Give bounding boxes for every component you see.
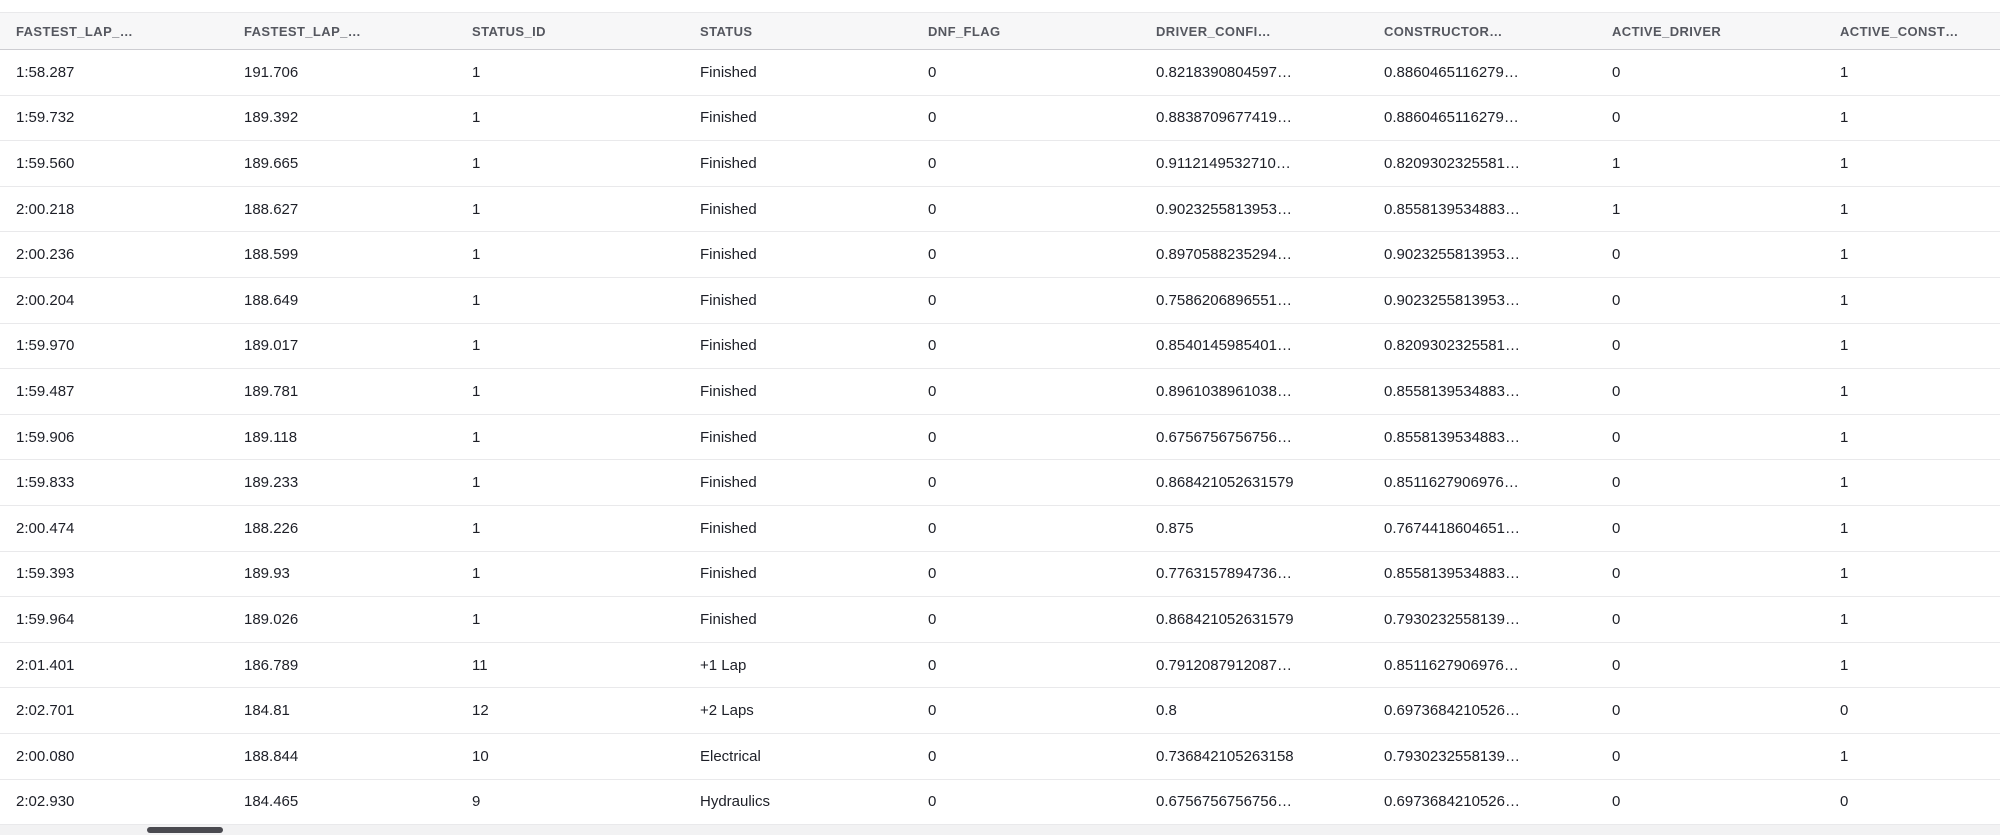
column-header[interactable]: ACTIVE_CONST… bbox=[1840, 23, 1959, 39]
table-cell[interactable]: 189.118 bbox=[244, 428, 298, 446]
table-cell[interactable]: 0.9023255813953… bbox=[1384, 246, 1520, 264]
table-cell[interactable]: 9 bbox=[472, 793, 481, 811]
table-cell[interactable]: 0 bbox=[928, 565, 937, 583]
table-cell[interactable]: 188.844 bbox=[244, 747, 299, 765]
table-cell[interactable]: 191.706 bbox=[244, 63, 299, 81]
table-cell[interactable]: 186.789 bbox=[244, 656, 299, 674]
table-cell[interactable]: 0 bbox=[928, 109, 937, 127]
table-cell[interactable]: 1 bbox=[472, 519, 481, 537]
table-cell[interactable]: 0 bbox=[1612, 474, 1621, 492]
table-cell[interactable]: 2:00.474 bbox=[16, 519, 75, 537]
table-cell[interactable]: 0 bbox=[928, 474, 937, 492]
table-cell[interactable]: 0 bbox=[1612, 610, 1621, 628]
table-row bbox=[0, 50, 2000, 96]
table-cell[interactable]: 1 bbox=[1840, 610, 1849, 628]
table-cell[interactable]: 0.8838709677419… bbox=[1156, 109, 1292, 127]
table-cell[interactable]: 1 bbox=[472, 382, 481, 400]
table-cell[interactable]: 2:01.401 bbox=[16, 656, 75, 674]
table-cell[interactable]: Finished bbox=[700, 519, 757, 537]
table-cell[interactable]: 0.8860465116279… bbox=[1384, 109, 1519, 127]
grid-top-spacer bbox=[0, 0, 2000, 12]
column-header[interactable]: STATUS_ID bbox=[472, 23, 546, 39]
table-cell[interactable]: 0.6973684210526… bbox=[1384, 702, 1520, 720]
table-row bbox=[0, 187, 2000, 233]
table-row bbox=[0, 688, 2000, 734]
table-cell[interactable]: 2:00.236 bbox=[16, 246, 75, 264]
table-cell[interactable]: 0 bbox=[1840, 702, 1849, 720]
table-cell[interactable]: 1 bbox=[472, 428, 481, 446]
table-cell[interactable]: 0.8 bbox=[1156, 702, 1177, 720]
table-cell[interactable]: 11 bbox=[472, 656, 488, 674]
table-cell[interactable]: 0 bbox=[928, 747, 937, 765]
table-cell[interactable]: 1 bbox=[472, 246, 481, 264]
table-cell[interactable]: 1 bbox=[1840, 246, 1849, 264]
table-cell[interactable]: 0.7763157894736… bbox=[1156, 565, 1292, 583]
table-cell[interactable]: 1:59.906 bbox=[16, 428, 75, 446]
table-row bbox=[0, 597, 2000, 643]
table-row bbox=[0, 141, 2000, 187]
table-cell[interactable]: 1 bbox=[1840, 109, 1849, 127]
table-cell[interactable]: 188.226 bbox=[244, 519, 299, 537]
table-cell[interactable]: 189.392 bbox=[244, 109, 299, 127]
table-cell[interactable]: 0.9023255813953… bbox=[1384, 291, 1520, 309]
table-cell[interactable]: 0 bbox=[928, 200, 937, 218]
table-cell[interactable]: 1 bbox=[1840, 337, 1849, 355]
table-cell[interactable]: 189.233 bbox=[244, 474, 299, 492]
scrollbar-thumb[interactable] bbox=[147, 827, 223, 833]
table-cell[interactable]: 1 bbox=[1840, 747, 1849, 765]
horizontal-scrollbar[interactable] bbox=[0, 825, 2000, 835]
table-cell[interactable]: Finished bbox=[700, 200, 757, 218]
column-header[interactable]: FASTEST_LAP_… bbox=[16, 23, 134, 39]
table-cell[interactable]: 2:00.218 bbox=[16, 200, 75, 218]
table-cell[interactable]: 1 bbox=[1840, 428, 1849, 446]
table-cell[interactable]: Finished bbox=[700, 246, 757, 264]
column-header[interactable]: CONSTRUCTOR… bbox=[1384, 23, 1503, 39]
table-row bbox=[0, 278, 2000, 324]
table-cell[interactable]: 189.017 bbox=[244, 337, 299, 355]
table-cell[interactable]: 0 bbox=[1612, 656, 1621, 674]
table-cell[interactable]: 0.8511627906976… bbox=[1384, 474, 1519, 492]
table-cell[interactable]: 0 bbox=[928, 610, 937, 628]
table-cell[interactable]: 0 bbox=[1612, 63, 1621, 81]
table-cell[interactable]: 1:59.732 bbox=[16, 109, 75, 127]
table-cell[interactable]: +1 Lap bbox=[700, 656, 747, 674]
table-cell[interactable]: 0 bbox=[1612, 291, 1621, 309]
table-cell[interactable]: Finished bbox=[700, 565, 757, 583]
table-cell[interactable]: Finished bbox=[700, 337, 757, 355]
table-cell[interactable]: 1 bbox=[472, 565, 481, 583]
table-cell[interactable]: 1 bbox=[472, 154, 481, 172]
table-cell[interactable]: 0.8970588235294… bbox=[1156, 246, 1292, 264]
table-cell[interactable]: 188.599 bbox=[244, 246, 299, 264]
table-cell[interactable]: 0.7586206896551… bbox=[1156, 291, 1292, 309]
table-cell[interactable]: 1:59.487 bbox=[16, 382, 75, 400]
table-cell[interactable]: 0.6756756756756… bbox=[1156, 793, 1292, 811]
table-row bbox=[0, 232, 2000, 278]
table-cell[interactable]: 0.9112149532710… bbox=[1156, 154, 1291, 172]
table-cell[interactable]: 0 bbox=[1612, 382, 1621, 400]
table-cell[interactable]: 1:58.287 bbox=[16, 63, 75, 81]
table-cell[interactable]: 0 bbox=[928, 519, 937, 537]
table-cell[interactable]: 1 bbox=[472, 200, 481, 218]
table-cell[interactable]: 0 bbox=[1612, 337, 1621, 355]
table-cell[interactable]: 0 bbox=[1612, 747, 1621, 765]
table-cell[interactable]: 1 bbox=[1840, 565, 1849, 583]
table-cell[interactable]: 0.8961038961038… bbox=[1156, 382, 1292, 400]
table-cell[interactable]: 1 bbox=[472, 337, 481, 355]
table-header-row bbox=[0, 12, 2000, 50]
table-cell[interactable]: 1:59.970 bbox=[16, 337, 75, 355]
table-cell[interactable]: 0.8558139534883… bbox=[1384, 565, 1520, 583]
table-cell[interactable]: 0.8218390804597… bbox=[1156, 63, 1292, 81]
table-cell[interactable]: 0 bbox=[928, 428, 937, 446]
table-cell[interactable]: 0.8209302325581… bbox=[1384, 154, 1520, 172]
table-row bbox=[0, 96, 2000, 142]
table-cell[interactable]: 0 bbox=[1612, 109, 1621, 127]
table-cell[interactable]: Finished bbox=[700, 382, 757, 400]
table-cell[interactable]: Finished bbox=[700, 63, 757, 81]
table-cell[interactable]: 1 bbox=[1612, 200, 1621, 218]
table-cell[interactable]: 0.6973684210526… bbox=[1384, 793, 1520, 811]
table-cell[interactable]: Finished bbox=[700, 610, 757, 628]
table-cell[interactable]: 1 bbox=[472, 109, 481, 127]
table-cell[interactable]: 0.868421052631579 bbox=[1156, 474, 1294, 492]
table-cell[interactable]: 189.026 bbox=[244, 610, 299, 628]
table-cell[interactable]: Hydraulics bbox=[700, 793, 771, 811]
table-cell[interactable]: 2:02.930 bbox=[16, 793, 75, 811]
table-body bbox=[0, 50, 2000, 825]
table-cell[interactable]: 0 bbox=[928, 793, 937, 811]
table-cell[interactable]: 0.7912087912087… bbox=[1156, 656, 1292, 674]
table-cell[interactable]: 0.7674418604651… bbox=[1384, 519, 1520, 537]
table-cell[interactable]: 0.9023255813953… bbox=[1156, 200, 1292, 218]
table-cell[interactable]: 12 bbox=[472, 702, 489, 720]
table-cell[interactable]: 0 bbox=[1612, 702, 1621, 720]
table-cell[interactable]: 1:59.393 bbox=[16, 565, 75, 583]
table-cell[interactable]: 0.8860465116279… bbox=[1384, 63, 1519, 81]
table-cell[interactable]: 189.665 bbox=[244, 154, 299, 172]
column-header[interactable]: STATUS bbox=[700, 23, 753, 39]
column-header[interactable]: FASTEST_LAP_… bbox=[244, 23, 362, 39]
table-row bbox=[0, 734, 2000, 780]
column-header[interactable]: DRIVER_CONFI… bbox=[1156, 23, 1271, 39]
table-row bbox=[0, 460, 2000, 506]
table-cell[interactable]: 0 bbox=[928, 702, 937, 720]
table-row bbox=[0, 506, 2000, 552]
table-cell[interactable]: 0 bbox=[928, 154, 937, 172]
table-cell[interactable]: 0 bbox=[1612, 565, 1621, 583]
table-cell[interactable]: 0 bbox=[928, 291, 937, 309]
table-cell[interactable]: 1:59.560 bbox=[16, 154, 75, 172]
table-cell[interactable]: 188.649 bbox=[244, 291, 299, 309]
table-row bbox=[0, 415, 2000, 461]
table-row bbox=[0, 780, 2000, 826]
table-cell[interactable]: 0 bbox=[1612, 428, 1621, 446]
table-cell[interactable]: +2 Laps bbox=[700, 702, 754, 720]
table-cell[interactable]: Finished bbox=[700, 109, 757, 127]
table-cell[interactable]: 0 bbox=[928, 656, 937, 674]
table-cell[interactable]: 0.875 bbox=[1156, 519, 1194, 537]
table-cell[interactable]: Electrical bbox=[700, 747, 761, 765]
table-row bbox=[0, 552, 2000, 598]
table-cell[interactable]: 0 bbox=[928, 382, 937, 400]
table-cell[interactable]: 1 bbox=[1840, 63, 1849, 81]
table-cell[interactable]: 0.7930232558139… bbox=[1384, 610, 1520, 628]
table-cell[interactable]: 1 bbox=[1840, 474, 1849, 492]
table-cell[interactable]: 1 bbox=[1840, 154, 1849, 172]
column-header[interactable]: DNF_FLAG bbox=[928, 23, 1001, 39]
table-cell[interactable]: 0.8558139534883… bbox=[1384, 382, 1520, 400]
table-cell[interactable]: 0.8558139534883… bbox=[1384, 200, 1520, 218]
table-cell[interactable]: Finished bbox=[700, 428, 757, 446]
table-cell[interactable]: 1 bbox=[1840, 656, 1849, 674]
table-cell[interactable]: 0 bbox=[1612, 793, 1621, 811]
table-cell[interactable]: 189.781 bbox=[244, 382, 299, 400]
table-cell[interactable]: 0 bbox=[1612, 519, 1621, 537]
table-cell[interactable]: 1 bbox=[1840, 200, 1849, 218]
table-cell[interactable]: Finished bbox=[700, 291, 757, 309]
table-cell[interactable]: 184.465 bbox=[244, 793, 299, 811]
table-cell[interactable]: 1 bbox=[472, 291, 481, 309]
table-cell[interactable]: 0.8540145985401… bbox=[1156, 337, 1292, 355]
table-cell[interactable]: 0.736842105263158 bbox=[1156, 747, 1294, 765]
table-cell[interactable]: 1 bbox=[472, 63, 481, 81]
table-cell[interactable]: 184.81 bbox=[244, 702, 290, 720]
table-cell[interactable]: 1 bbox=[472, 474, 481, 492]
table-cell[interactable]: 0 bbox=[1840, 793, 1849, 811]
table-row bbox=[0, 324, 2000, 370]
table-cell[interactable]: 2:00.080 bbox=[16, 747, 75, 765]
table-cell[interactable]: 2:02.701 bbox=[16, 702, 75, 720]
table-row bbox=[0, 369, 2000, 415]
table-cell[interactable]: 0.8558139534883… bbox=[1384, 428, 1520, 446]
table-cell[interactable]: 0.8209302325581… bbox=[1384, 337, 1520, 355]
table-cell[interactable]: 10 bbox=[472, 747, 489, 765]
table-cell[interactable]: 0 bbox=[928, 63, 937, 81]
table-cell[interactable]: 0.8511627906976… bbox=[1384, 656, 1519, 674]
table-cell[interactable]: Finished bbox=[700, 154, 757, 172]
table-cell[interactable]: 2:00.204 bbox=[16, 291, 75, 309]
table-cell[interactable]: 1 bbox=[1612, 154, 1621, 172]
table-cell[interactable]: 1 bbox=[472, 610, 481, 628]
table-cell[interactable]: 0.868421052631579 bbox=[1156, 610, 1294, 628]
table-cell[interactable]: 189.93 bbox=[244, 565, 290, 583]
table-cell[interactable]: 188.627 bbox=[244, 200, 299, 218]
table-cell[interactable]: 1 bbox=[1840, 382, 1849, 400]
table-cell[interactable]: 1 bbox=[1840, 519, 1849, 537]
table-row bbox=[0, 643, 2000, 689]
table-cell[interactable]: 0 bbox=[928, 246, 937, 264]
table-cell[interactable]: 1:59.964 bbox=[16, 610, 75, 628]
table-cell[interactable]: 1:59.833 bbox=[16, 474, 75, 492]
table-cell[interactable]: 0 bbox=[1612, 246, 1621, 264]
table-cell[interactable]: 0.7930232558139… bbox=[1384, 747, 1520, 765]
table-cell[interactable]: 1 bbox=[1840, 291, 1849, 309]
table-cell[interactable]: 0 bbox=[928, 337, 937, 355]
table-cell[interactable]: 0.6756756756756… bbox=[1156, 428, 1292, 446]
table-cell[interactable]: Finished bbox=[700, 474, 757, 492]
column-header[interactable]: ACTIVE_DRIVER bbox=[1612, 23, 1722, 39]
